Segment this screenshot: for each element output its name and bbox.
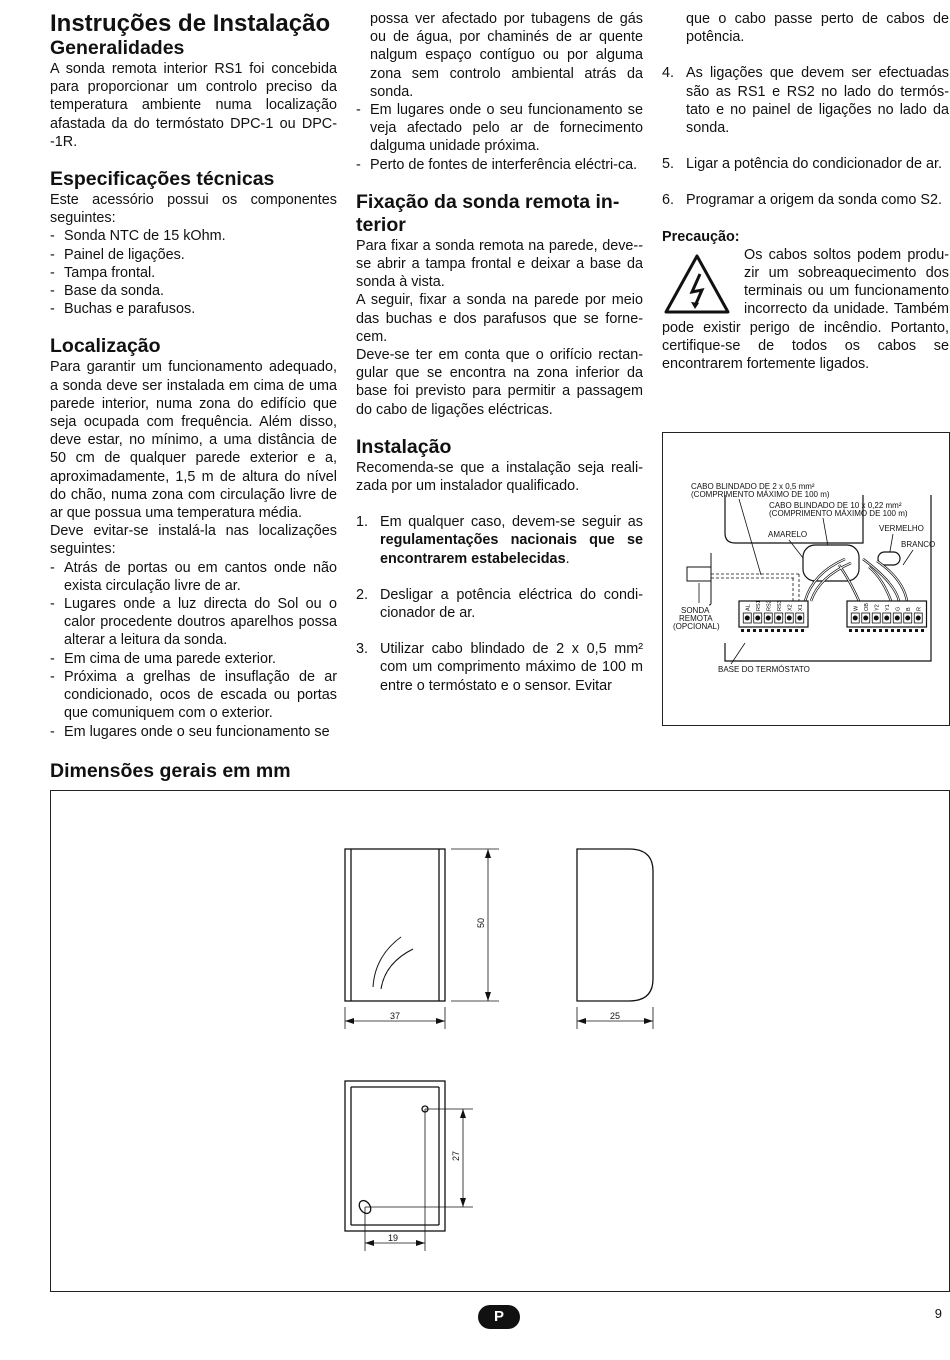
terminal-screw-head	[745, 616, 750, 621]
terminal-screw-head	[916, 616, 921, 621]
terminal-block-right	[847, 601, 927, 632]
location-list	[50, 559, 337, 741]
terminal-tooth	[759, 629, 762, 632]
front-view	[345, 849, 445, 1001]
installation-heading: Instalação	[356, 435, 452, 458]
terminal-label: B	[905, 607, 912, 611]
list-item	[662, 191, 949, 209]
terminal-screw-head	[863, 616, 868, 621]
location-text-2: Deve evitar-se instalá-la nas localizações seguintes:	[50, 523, 337, 558]
continued-text: que o cabo passe perto de cabos de potência.	[686, 11, 949, 46]
terminal-tooth	[771, 629, 774, 632]
terminal-tooth	[789, 629, 792, 632]
terminal-tooth	[801, 629, 804, 632]
specs-heading: Especificações técnicas	[50, 168, 275, 191]
list-item	[662, 155, 949, 173]
side-view	[577, 849, 653, 1001]
step-text: Programar a origem da sonda como S2.	[686, 192, 942, 209]
terminal-tooth	[891, 629, 894, 632]
caution-text: Os cabos soltos podem produ-zir um sobreaquecimento dos terminais ou um funcionamento incorrecto da unidade. Também pode existir perigo de incêndio. Portanto, certifique-se de todos os cabos se encontrarem fortemente ligados.	[662, 246, 949, 373]
installation-steps	[356, 513, 643, 695]
dimensions-svg	[51, 791, 949, 1291]
terminal-label: Y1	[884, 604, 891, 611]
cable1-sub: (COMPRIMENTO MÁXIMO DE 100 m)	[691, 490, 830, 499]
terminal-tooth	[909, 629, 912, 632]
terminal-tooth	[747, 629, 750, 632]
step-number: 2.	[356, 586, 369, 603]
step-number: 4.	[662, 65, 675, 82]
terminal-label: W	[853, 605, 860, 611]
column-2	[356, 10, 643, 695]
terminal-screw-head	[895, 616, 900, 621]
terminal-label: RS1	[755, 600, 762, 611]
terminal-label: X1	[797, 604, 804, 611]
terminal-screw-head	[776, 616, 781, 621]
terminal-tooth	[783, 629, 786, 632]
terminal-screw-head	[755, 616, 760, 621]
terminal-label: AL	[745, 604, 752, 611]
terminal-tooth	[873, 629, 876, 632]
terminal-tooth	[879, 629, 882, 632]
terminal-tooth	[921, 629, 924, 632]
step-number: 6.	[662, 192, 675, 209]
list-item: - Tampa frontal.	[50, 264, 337, 282]
fixing-text: Para fixar a sonda remota na parede, deve--se abrir a tampa frontal e deixar a base da sonda à vista.	[356, 237, 643, 291]
terminal-screw-head	[797, 616, 802, 621]
dimensions-drawing	[50, 790, 950, 1292]
fixing-text: Deve-se ter em conta que o orifício rectan-gular que se encontra na zona inferior da base foi previsto para permitir a passagem do cabo de ligações eléctricas.	[356, 347, 643, 418]
sonda-label-2: REMOTA	[679, 614, 713, 623]
step-number: 1.	[356, 514, 369, 531]
location-heading: Localização	[50, 335, 161, 358]
location-list-continued	[356, 101, 643, 174]
cable2-label: CABO BLINDADO DE 10 x 0,22 mm²	[769, 501, 902, 510]
terminal-label: OB	[863, 603, 870, 611]
width-dimension: 37	[390, 1011, 401, 1021]
list-item: - Lugares onde a luz directa do Sol ou o calor procedente doutros aparelhos possa alterar a leitura da sonda.	[50, 595, 337, 650]
terminal-screw-head	[853, 616, 858, 621]
cable2-sub: (COMPRIMENTO MÁXIMO DE 100 m)	[769, 509, 908, 518]
terminal-block-left	[739, 600, 808, 632]
terminal-tooth	[855, 629, 858, 632]
branco-label: BRANCO	[901, 540, 936, 549]
step-text: Desligar a potência eléctrica do condi-cionador de ar.	[380, 586, 643, 622]
terminal-tooth	[867, 629, 870, 632]
cable1-label: CABO BLINDADO DE 2 x 0,5 mm²	[691, 482, 815, 491]
general-text: A sonda remota interior RS1 foi concebida para proporcionar um controlo preciso da temperatura ambiente numa localização afastada da do termóstato DPC-1 ou DPC--1R.	[50, 61, 337, 150]
fixing-text: A seguir, fixar a sonda na parede por meio das buchas e dos parafusos que se forne-cem.	[356, 292, 643, 345]
list-item: - Sonda NTC de 15 kOhm.	[50, 227, 337, 245]
step-text: Utilizar cabo blindado de 2 x 0,5 mm² com um comprimento máximo de 100 m entre o termóstato e o sensor. Evitar	[380, 641, 643, 694]
terminal-tooth	[753, 629, 756, 632]
step-text: Em qualquer caso, devem-se seguir as	[380, 514, 643, 531]
specs-list	[50, 227, 337, 318]
language-badge: P	[478, 1305, 520, 1329]
step-number: 3.	[356, 641, 369, 658]
electrical-hazard-icon	[662, 252, 732, 316]
terminal-screw-head	[787, 616, 792, 621]
terminal-tooth	[765, 629, 768, 632]
sonda-label: SONDA	[681, 606, 710, 615]
fixing-heading: Fixação da sonda remota in-terior	[356, 190, 620, 236]
page-number: 9	[934, 1306, 942, 1321]
page-title: Instruções de Instalação	[50, 10, 331, 37]
base-label: BASE DO TERMÓSTATO	[718, 665, 810, 674]
terminal-label: G	[895, 606, 902, 611]
sonda-label-3: (OPCIONAL)	[673, 622, 720, 631]
terminal-tooth	[795, 629, 798, 632]
location-text: Para garantir um funcionamento adequado, a sonda deve ser instalada em cima de uma parede interior, numa zona do edifício que seja ocupada com frequência. Além disso, deve estar, no mínimo, a uma distância de 50 cm de qualquer parede exterior e a, aproximadamente, 1,5 m de altura do nível do chão, numa zona com circulação livre de ar que possua uma temperatura média.	[50, 359, 337, 522]
list-item	[356, 513, 643, 568]
terminal-tooth	[741, 629, 744, 632]
hole-horizontal-dimension: 19	[388, 1233, 399, 1243]
list-item	[356, 640, 643, 695]
column-3	[662, 10, 949, 373]
list-item: - Perto de fontes de interferência eléctri-ca.	[356, 156, 643, 174]
terminal-tooth	[849, 629, 852, 632]
list-item: - Em lugares onde o seu funcionamento se	[50, 723, 337, 741]
step-bold: regulamentações nacionais que se encontrarem estabelecidas	[380, 532, 643, 567]
list-item	[662, 64, 949, 137]
terminal-label: Y2	[874, 604, 881, 611]
wiring-diagram	[662, 432, 950, 726]
terminal-screw-head	[905, 616, 910, 621]
terminal-label: X2	[787, 604, 794, 611]
terminal-tooth	[861, 629, 864, 632]
step-number: 5.	[662, 156, 675, 173]
terminal-tooth	[903, 629, 906, 632]
list-item: - Buchas e parafusos.	[50, 300, 337, 318]
list-item: - Em cima de uma parede exterior.	[50, 650, 337, 668]
step-text: .	[565, 550, 570, 567]
installation-text: Recomenda-se que a instalação seja reali-zada por um instalador qualificado.	[356, 459, 643, 495]
terminal-tooth	[885, 629, 888, 632]
wiring-diagram-svg	[663, 433, 949, 725]
dimensions-heading: Dimensões gerais em mm	[50, 760, 291, 782]
terminal-tooth	[897, 629, 900, 632]
list-item: - Atrás de portas ou em cantos onde não exista circulação livre de ar.	[50, 559, 337, 595]
vermelho-label: VERMELHO	[879, 524, 924, 533]
column-1	[50, 10, 337, 741]
height-dimension: 50	[476, 917, 486, 928]
terminal-label: RS3	[776, 600, 783, 611]
continued-text: possa ver afectado por tubagens de gás ou de água, por chaminés de ar quente nalgum espaço contíguo ou por alguma zona sem controlo ambiental atrás da sonda.	[370, 11, 643, 100]
terminal-label: RS2	[766, 600, 773, 611]
installation-steps-continued	[662, 64, 949, 209]
list-item: - Próxima a grelhas de insuflação de ar condicionado, ocos de escada ou portas que comuniquem com o exterior.	[50, 668, 337, 723]
terminal-screw-head	[766, 616, 771, 621]
step-text: As ligações que devem ser efectuadas são as RS1 e RS2 no lado do termós-tato e no painel de ligações no lado da sonda.	[686, 65, 949, 137]
terminal-tooth	[915, 629, 918, 632]
list-item: - Base da sonda.	[50, 282, 337, 300]
caution-title: Precaução:	[662, 228, 740, 245]
terminal-screw-head	[874, 616, 879, 621]
list-item: - Em lugares onde o seu funcionamento se veja afectado pelo ar de fornecimento dalguma unidade próxima.	[356, 101, 643, 156]
terminal-screw-head	[884, 616, 889, 621]
hole-vertical-dimension: 27	[451, 1150, 461, 1161]
list-item	[356, 586, 643, 622]
list-item: - Painel de ligações.	[50, 246, 337, 264]
terminal-label: R	[916, 607, 923, 611]
general-heading: Generalidades	[50, 37, 185, 59]
amarelo-label: AMARELO	[768, 530, 808, 539]
specs-intro: Este acessório possui os componentes seguintes:	[50, 192, 337, 227]
step-text: Ligar a potência do condicionador de ar.	[686, 156, 943, 173]
terminal-tooth	[777, 629, 780, 632]
caution-block	[662, 246, 949, 373]
depth-dimension: 25	[610, 1011, 621, 1021]
